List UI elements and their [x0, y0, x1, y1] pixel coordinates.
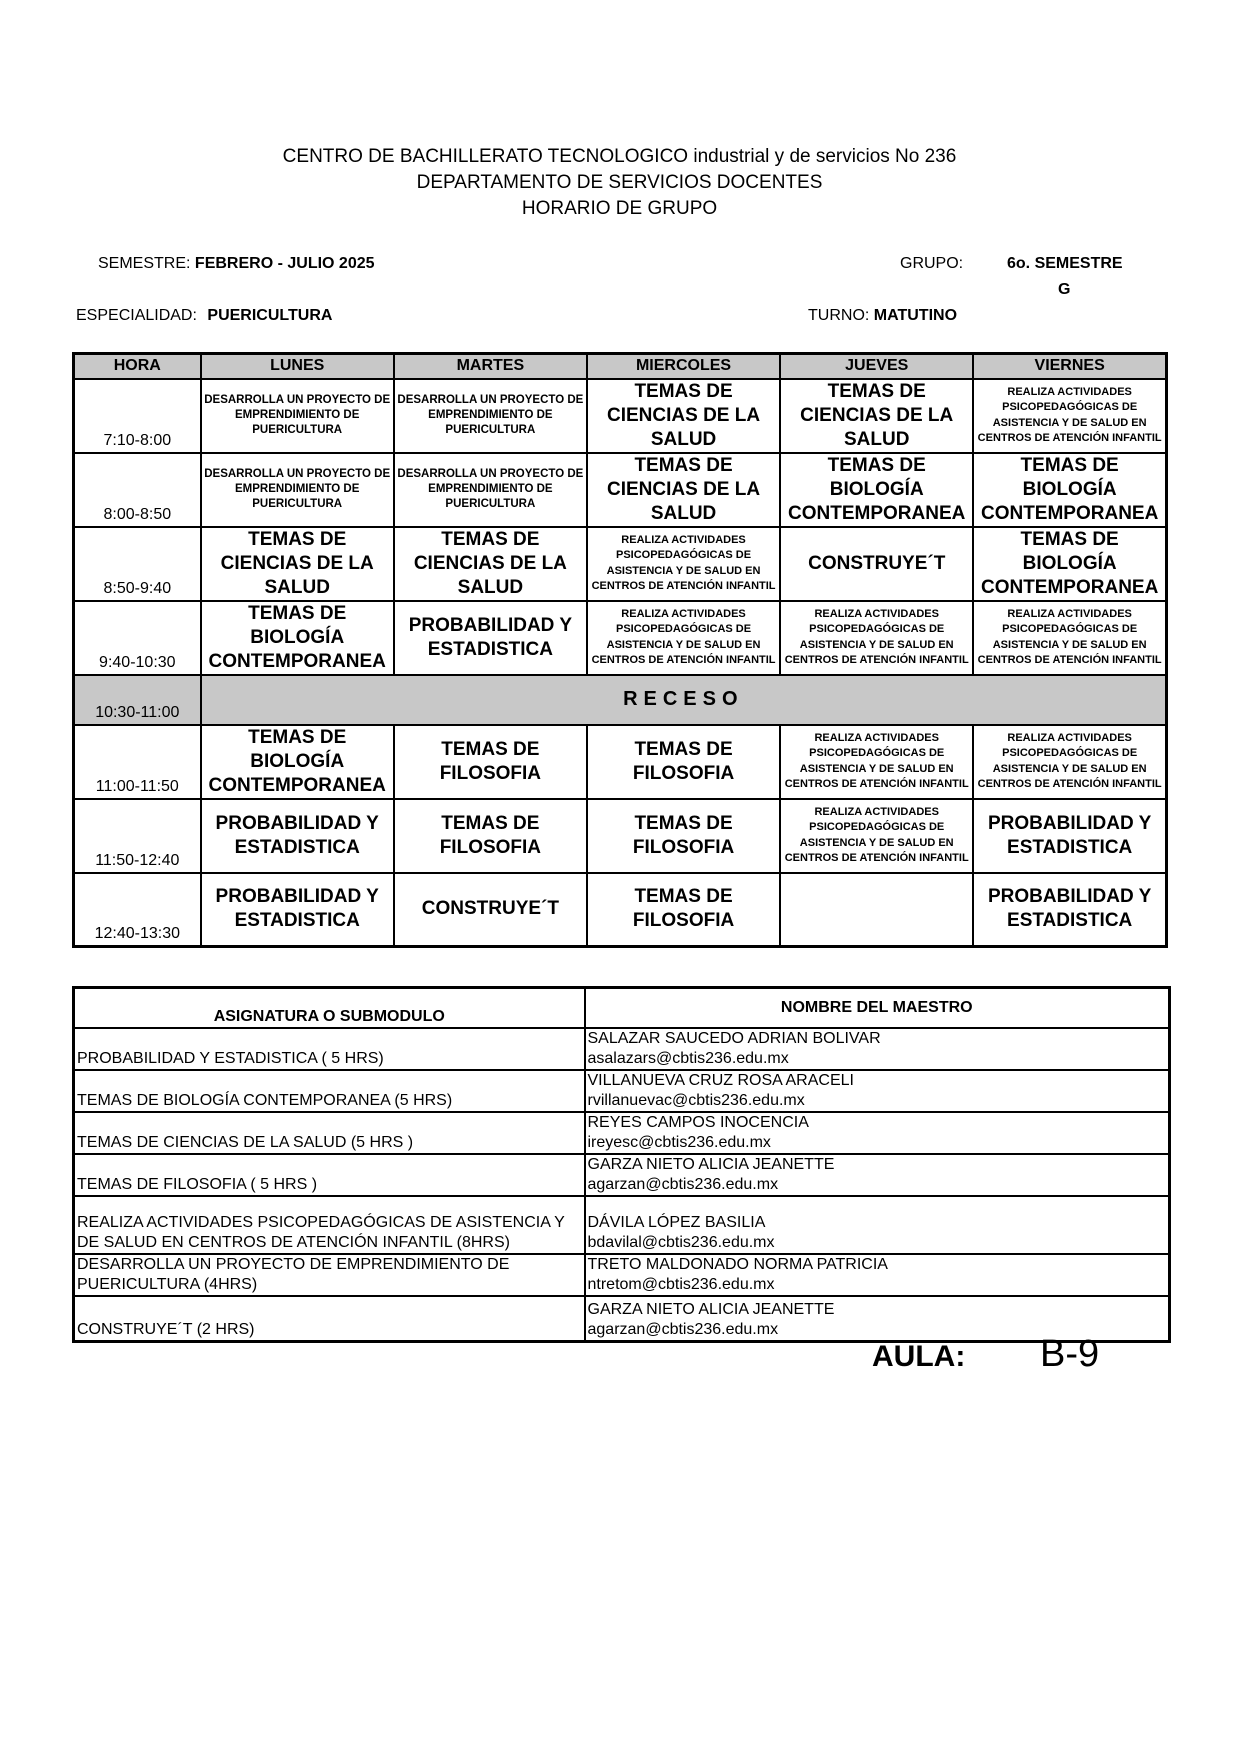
- teacher-cell: [585, 1112, 1170, 1154]
- class-cell: TEMAS DE BIOLOGÍA CONTEMPORANEA: [973, 453, 1166, 527]
- schedule-row: [74, 725, 1167, 799]
- subject-row: [74, 1070, 1170, 1112]
- school-name: CENTRO DE BACHILLERATO TECNOLOGICO industrial y de servicios No 236: [282, 146, 957, 167]
- class-cell: TEMAS DE CIENCIAS DE LA SALUD: [587, 379, 780, 453]
- teacher-name: GARZA NIETO ALICIA JEANETTE: [587, 1301, 835, 1318]
- semestre-field: [98, 254, 375, 274]
- receso-label: RECESO: [201, 675, 1167, 725]
- class-cell: TEMAS DE CIENCIAS DE LA SALUD: [394, 527, 587, 601]
- header-lunes: LUNES: [201, 354, 394, 379]
- class-cell: DESARROLLA UN PROYECTO DE EMPRENDIMIENTO DE PUERICULTURA: [394, 453, 587, 527]
- grupo-letter: G: [1058, 281, 1071, 298]
- class-cell: TEMAS DE BIOLOGÍA CONTEMPORANEA: [201, 725, 394, 799]
- class-cell: CONSTRUYE´T: [780, 527, 973, 601]
- teacher-email: rvillanuevac@cbtis236.edu.mx: [587, 1091, 805, 1109]
- subject-name: DESARROLLA UN PROYECTO DE EMPRENDIMIENTO DE PUERICULTURA (4HRS): [74, 1254, 585, 1296]
- teacher-cell: [585, 1028, 1170, 1070]
- time-slot: 12:40-13:30: [74, 873, 201, 947]
- class-cell: REALIZA ACTIVIDADES PSICOPEDAGÓGICAS DE ASISTENCIA Y DE SALUD EN CENTROS DE ATENCIÓN INFANTIL: [973, 601, 1166, 675]
- class-cell: TEMAS DE FILOSOFIA: [394, 725, 587, 799]
- class-cell: TEMAS DE FILOSOFIA: [587, 799, 780, 873]
- time-slot: 11:50-12:40: [74, 799, 201, 873]
- class-cell: PROBABILIDAD Y ESTADISTICA: [973, 799, 1166, 873]
- aula-label: AULA:: [872, 1340, 966, 1373]
- grupo-label: GRUPO:: [900, 255, 964, 272]
- header-miercoles: MIERCOLES: [587, 354, 780, 379]
- subjects-header-row: [74, 988, 1170, 1028]
- receso-row: [74, 675, 1167, 725]
- class-cell: DESARROLLA UN PROYECTO DE EMPRENDIMIENTO DE PUERICULTURA: [201, 379, 394, 453]
- class-cell: REALIZA ACTIVIDADES PSICOPEDAGÓGICAS DE ASISTENCIA Y DE SALUD EN CENTROS DE ATENCIÓN INFANTIL: [973, 379, 1166, 453]
- teacher-email: asalazars@cbtis236.edu.mx: [587, 1049, 789, 1067]
- teacher-email: agarzan@cbtis236.edu.mx: [587, 1321, 779, 1338]
- semestre-label: SEMESTRE:: [98, 255, 191, 272]
- class-cell: TEMAS DE BIOLOGÍA CONTEMPORANEA: [780, 453, 973, 527]
- header-subject: ASIGNATURA O SUBMODULO: [74, 988, 585, 1028]
- time-slot: 8:00-8:50: [74, 453, 201, 527]
- class-cell: DESARROLLA UN PROYECTO DE EMPRENDIMIENTO DE PUERICULTURA: [394, 379, 587, 453]
- subject-row: [74, 1112, 1170, 1154]
- time-slot: 10:30-11:00: [74, 675, 201, 725]
- subject-row: [74, 1028, 1170, 1070]
- class-cell: TEMAS DE BIOLOGÍA CONTEMPORANEA: [973, 527, 1166, 601]
- teacher-name: REYES CAMPOS INOCENCIA: [587, 1113, 809, 1131]
- class-cell: DESARROLLA UN PROYECTO DE EMPRENDIMIENTO DE PUERICULTURA: [201, 453, 394, 527]
- subject-row: [74, 1196, 1170, 1254]
- schedule-row: [74, 453, 1167, 527]
- class-cell: PROBABILIDAD Y ESTADISTICA: [201, 873, 394, 947]
- grupo-value: 6o. SEMESTRE: [1007, 255, 1123, 272]
- subject-name: CONSTRUYE´T (2 HRS): [74, 1296, 585, 1342]
- time-slot: 8:50-9:40: [74, 527, 201, 601]
- class-cell: [780, 873, 973, 947]
- class-cell: TEMAS DE BIOLOGÍA CONTEMPORANEA: [201, 601, 394, 675]
- subject-name: TEMAS DE BIOLOGÍA CONTEMPORANEA (5 HRS): [74, 1070, 585, 1112]
- schedule-row: [74, 601, 1167, 675]
- header-teacher: NOMBRE DEL MAESTRO: [585, 988, 1170, 1028]
- class-cell: REALIZA ACTIVIDADES PSICOPEDAGÓGICAS DE ASISTENCIA Y DE SALUD EN CENTROS DE ATENCIÓN INFANTIL: [587, 527, 780, 601]
- header-jueves: JUEVES: [780, 354, 973, 379]
- class-cell: REALIZA ACTIVIDADES PSICOPEDAGÓGICAS DE ASISTENCIA Y DE SALUD EN CENTROS DE ATENCIÓN INFANTIL: [780, 601, 973, 675]
- document-title: HORARIO DE GRUPO: [521, 198, 718, 219]
- header-hora: HORA: [74, 354, 201, 379]
- class-cell: REALIZA ACTIVIDADES PSICOPEDAGÓGICAS DE ASISTENCIA Y DE SALUD EN CENTROS DE ATENCIÓN INFANTIL: [973, 725, 1166, 799]
- class-cell: TEMAS DE FILOSOFIA: [587, 873, 780, 947]
- teacher-name: VILLANUEVA CRUZ ROSA ARACELI: [587, 1071, 854, 1089]
- class-cell: PROBABILIDAD Y ESTADISTICA: [973, 873, 1166, 947]
- teacher-email: ntretom@cbtis236.edu.mx: [587, 1275, 775, 1293]
- aula-value: B-9: [1040, 1333, 1100, 1375]
- teacher-email: agarzan@cbtis236.edu.mx: [587, 1175, 779, 1193]
- especialidad-value: PUERICULTURA: [207, 307, 333, 324]
- teacher-email: ireyesc@cbtis236.edu.mx: [587, 1133, 771, 1151]
- teacher-cell: [585, 1154, 1170, 1196]
- schedule-row: [74, 873, 1167, 947]
- time-slot: 11:00-11:50: [74, 725, 201, 799]
- subject-name: REALIZA ACTIVIDADES PSICOPEDAGÓGICAS DE ASISTENCIA Y DE SALUD EN CENTROS DE ATENCIÓN INFANTIL (8HRS): [74, 1196, 585, 1254]
- teacher-name: TRETO MALDONADO NORMA PATRICIA: [587, 1255, 888, 1273]
- class-cell: TEMAS DE CIENCIAS DE LA SALUD: [201, 527, 394, 601]
- subject-row: [74, 1254, 1170, 1296]
- class-cell: PROBABILIDAD Y ESTADISTICA: [394, 601, 587, 675]
- class-cell: TEMAS DE CIENCIAS DE LA SALUD: [780, 379, 973, 453]
- schedule-header-row: [74, 354, 1167, 379]
- class-cell: TEMAS DE FILOSOFIA: [394, 799, 587, 873]
- subject-name: PROBABILIDAD Y ESTADISTICA ( 5 HRS): [74, 1028, 585, 1070]
- subject-name: TEMAS DE FILOSOFIA ( 5 HRS ): [74, 1154, 585, 1196]
- subjects-table: [72, 986, 1171, 1343]
- schedule-row: [74, 379, 1167, 453]
- teacher-name: DÁVILA LÓPEZ BASILIA: [587, 1213, 766, 1231]
- especialidad-field: [76, 306, 332, 326]
- department-name: DEPARTAMENTO DE SERVICIOS DOCENTES: [416, 172, 823, 193]
- schedule-row: [74, 799, 1167, 873]
- especialidad-label: ESPECIALIDAD:: [76, 307, 197, 324]
- schedule-row: [74, 527, 1167, 601]
- teacher-cell: [585, 1254, 1170, 1296]
- semestre-value: FEBRERO - JULIO 2025: [194, 255, 375, 272]
- class-cell: TEMAS DE FILOSOFIA: [587, 725, 780, 799]
- time-slot: 7:10-8:00: [74, 379, 201, 453]
- teacher-name: GARZA NIETO ALICIA JEANETTE: [587, 1155, 835, 1173]
- turno-label: TURNO:: [808, 307, 870, 324]
- turno-value: MATUTINO: [873, 307, 958, 324]
- class-cell: REALIZA ACTIVIDADES PSICOPEDAGÓGICAS DE ASISTENCIA Y DE SALUD EN CENTROS DE ATENCIÓN INFANTIL: [780, 725, 973, 799]
- class-cell: REALIZA ACTIVIDADES PSICOPEDAGÓGICAS DE ASISTENCIA Y DE SALUD EN CENTROS DE ATENCIÓN INFANTIL: [780, 799, 973, 873]
- class-cell: CONSTRUYE´T: [394, 873, 587, 947]
- subject-row: [74, 1296, 1170, 1342]
- header-martes: MARTES: [394, 354, 587, 379]
- teacher-cell: [585, 1196, 1170, 1254]
- time-slot: 9:40-10:30: [74, 601, 201, 675]
- teacher-email: bdavilal@cbtis236.edu.mx: [587, 1233, 775, 1251]
- schedule-table: [72, 352, 1168, 948]
- teacher-cell: [585, 1070, 1170, 1112]
- header-viernes: VIERNES: [973, 354, 1166, 379]
- class-cell: REALIZA ACTIVIDADES PSICOPEDAGÓGICAS DE ASISTENCIA Y DE SALUD EN CENTROS DE ATENCIÓN INFANTIL: [587, 601, 780, 675]
- subject-row: [74, 1154, 1170, 1196]
- subject-name: TEMAS DE CIENCIAS DE LA SALUD (5 HRS ): [74, 1112, 585, 1154]
- class-cell: PROBABILIDAD Y ESTADISTICA: [201, 799, 394, 873]
- class-cell: TEMAS DE CIENCIAS DE LA SALUD: [587, 453, 780, 527]
- teacher-name: SALAZAR SAUCEDO ADRIAN BOLIVAR: [587, 1029, 881, 1047]
- turno-field: [808, 306, 957, 326]
